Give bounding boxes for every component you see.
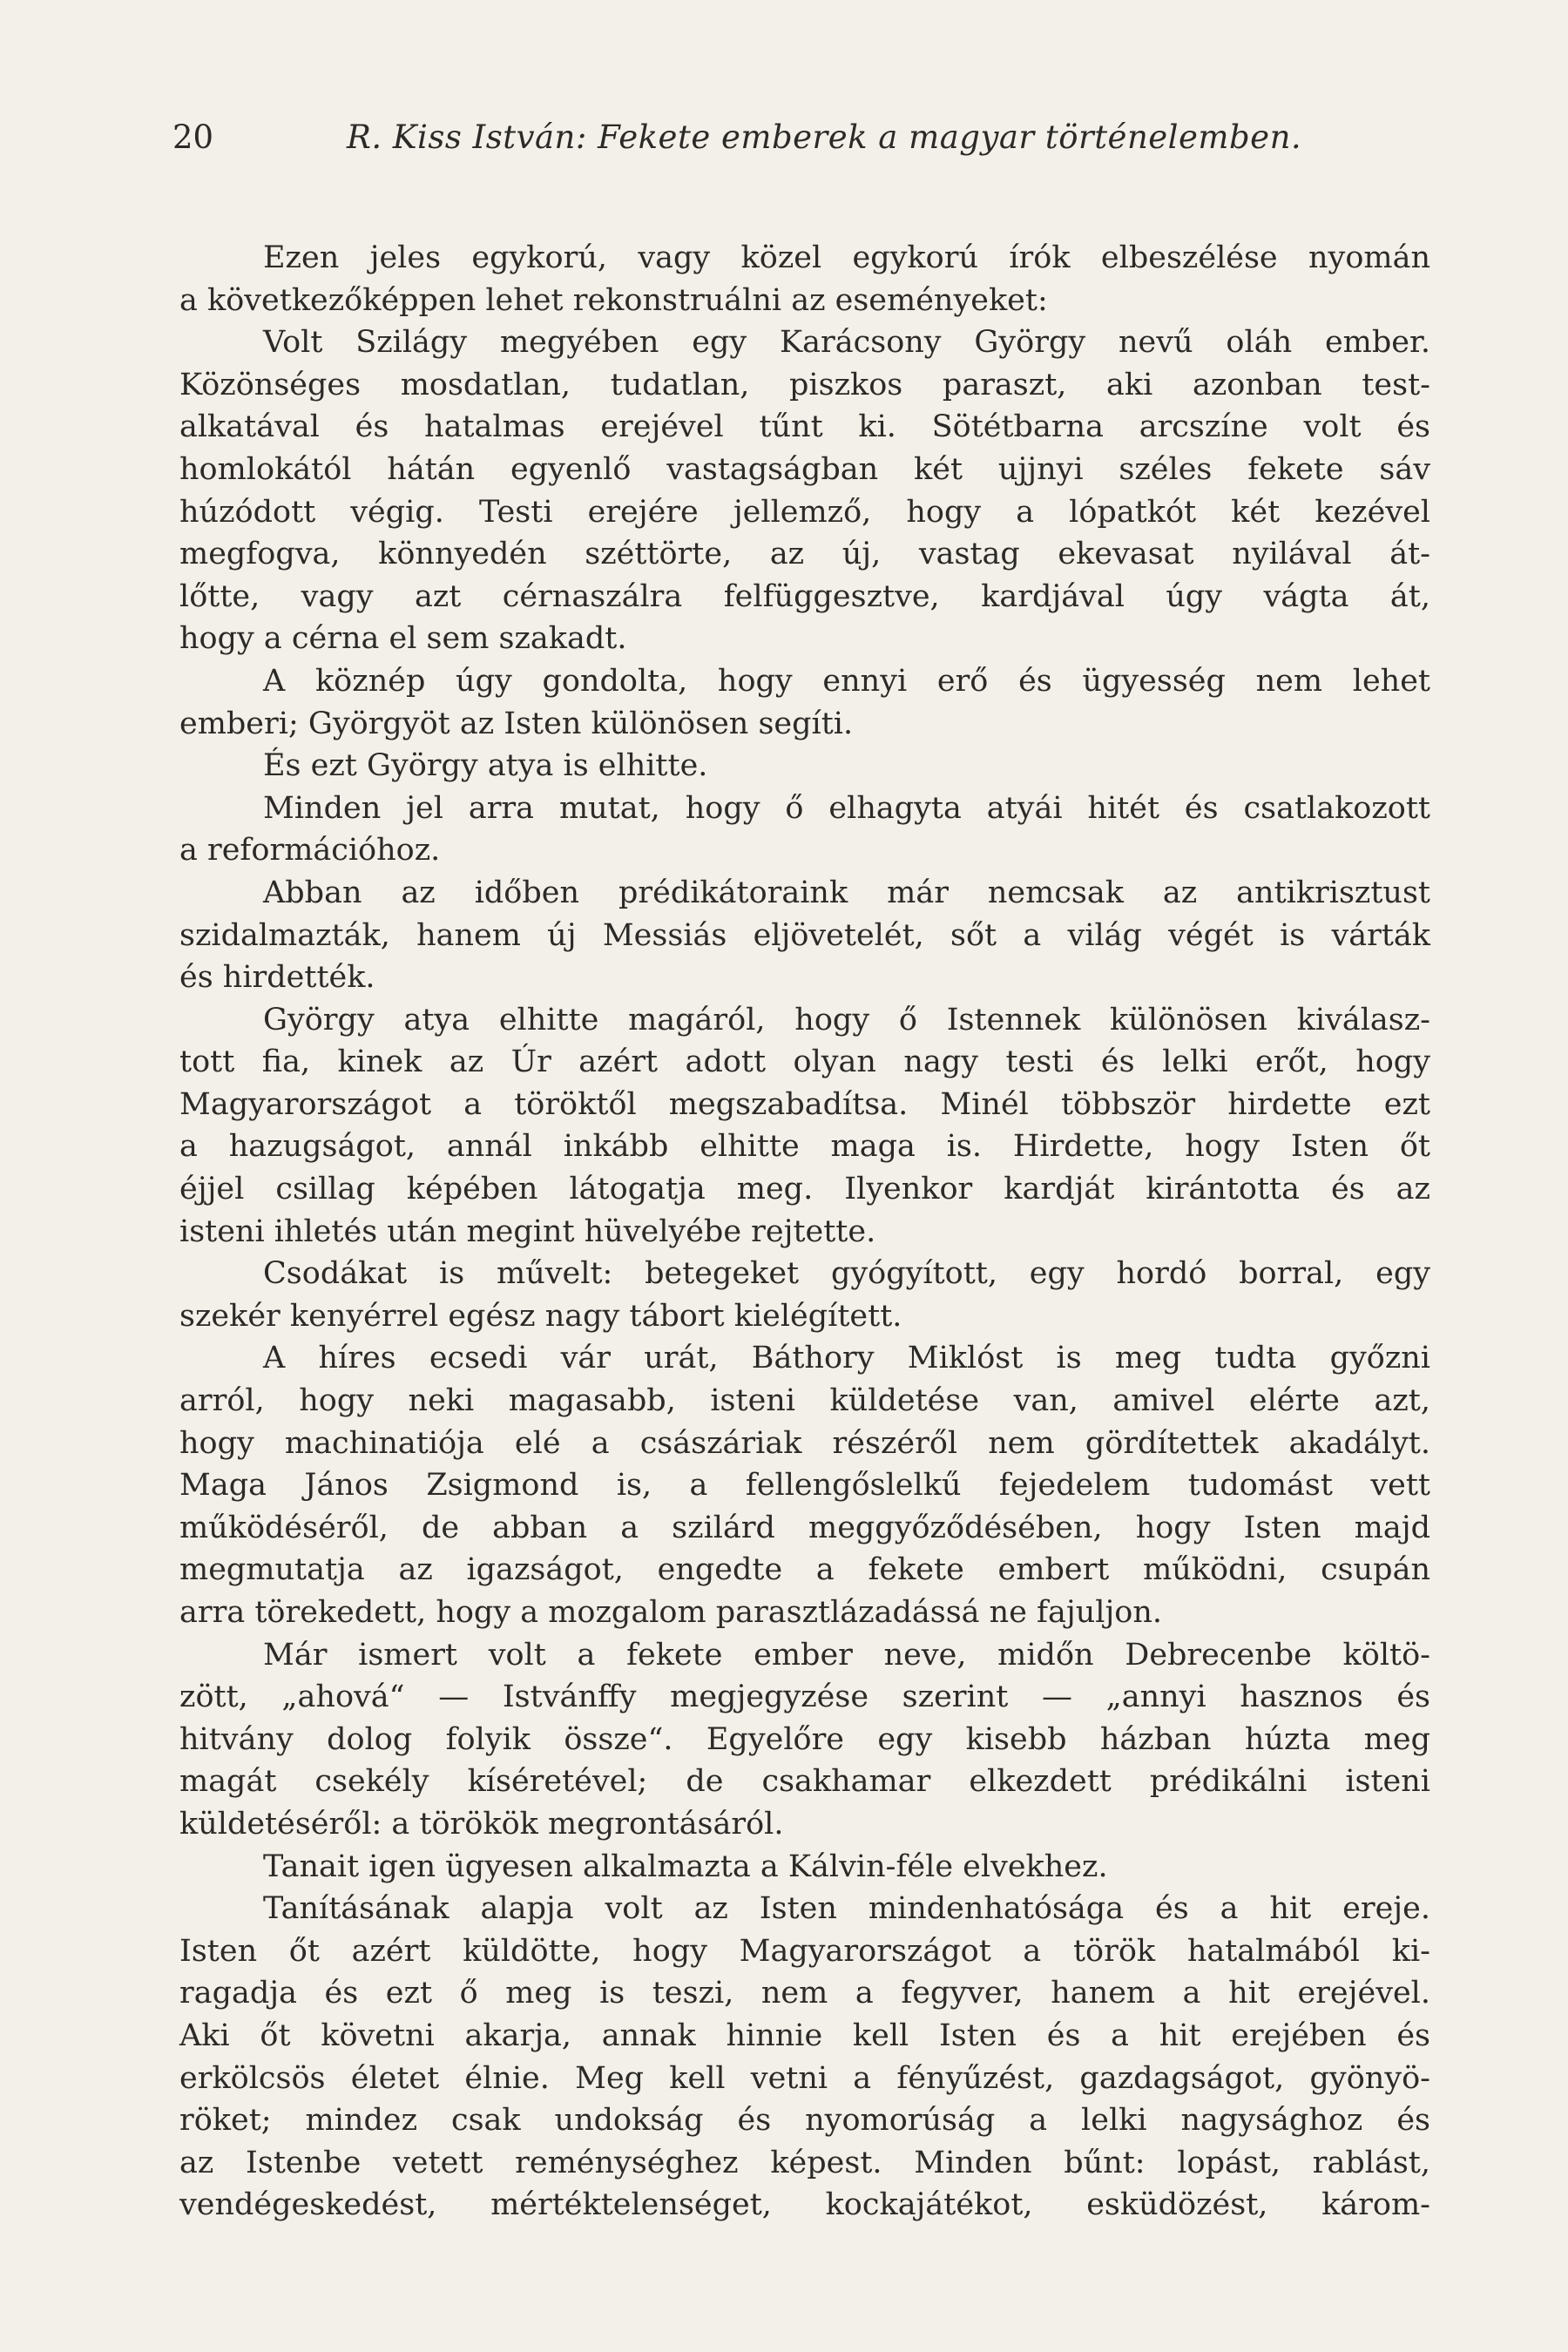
paragraph-first-line: Már ismert volt a fekete ember neve, midőn Debrecenbe költö- bbox=[263, 1637, 1430, 1673]
text-line: erkölcsös életet élnie. Meg kell vetni a fényűzést, gazdagságot, gyönyö- bbox=[179, 2060, 1430, 2096]
paragraph-first-line: Abban az időben prédikátoraink már nemcsak az antikrisztust bbox=[263, 875, 1430, 910]
body-text bbox=[179, 237, 1430, 2227]
paragraph-first-line: A köznép úgy gondolta, hogy ennyi erő és ügyesség nem lehet bbox=[263, 663, 1430, 699]
text-line: lőtte, vagy azt cérnaszálra felfüggesztve, kardjával úgy vágta át, bbox=[179, 578, 1430, 614]
paragraph-first-line: Tanításának alapja volt az Isten mindenhatósága és a hit ereje. bbox=[263, 1891, 1430, 1927]
text-line: tott fia, kinek az Úr azért adott olyan nagy testi és lelki erőt, hogy bbox=[179, 1044, 1430, 1080]
text-line: zött, „ahová“ — Istvánffy megjegyzése szerint — „annyi hasznos és bbox=[179, 1680, 1430, 1715]
paragraph-first-line: Volt Szilágy megyében egy Karácsony György nevű oláh ember. bbox=[263, 325, 1430, 361]
paragraph-last-line: a következőképpen lehet rekonstruálni az eseményeket: bbox=[179, 282, 1048, 318]
text-line: Közönséges mosdatlan, tudatlan, piszkos paraszt, aki azonban test- bbox=[179, 367, 1430, 402]
text-line: hogy machinatiója elé a császáriak részéről nem gördítettek akadályt. bbox=[179, 1425, 1430, 1461]
text-line: hitvány dolog folyik össze“. Egyelőre egy kisebb házban húzta meg bbox=[179, 1721, 1430, 1757]
paragraph-first-line: A híres ecsedi vár urát, Báthory Miklóst is meg tudta győzni bbox=[263, 1341, 1430, 1376]
text-line: magát csekély kíséretével; de csakhamar elkezdett prédikálni isteni bbox=[179, 1764, 1430, 1800]
text-line: szidalmazták, hanem új Messiás eljövetelét, sőt a világ végét is várták bbox=[179, 917, 1430, 953]
running-title: R. Kiss István: Fekete emberek a magyar történelemben. bbox=[347, 118, 1302, 156]
paragraph-last-line: a reformációhoz. bbox=[179, 833, 441, 868]
paragraph-first-line: Ezen jeles egykorú, vagy közel egykorú írók elbeszélése nyomán bbox=[263, 240, 1430, 275]
page-number: 20 bbox=[172, 118, 214, 156]
text-line: arról, hogy neki magasabb, isteni küldetése van, amivel elérte azt, bbox=[179, 1383, 1430, 1419]
text-line: a hazugságot, annál inkább elhitte maga is. Hirdette, hogy Isten őt bbox=[179, 1129, 1430, 1165]
text-line: megmutatja az igazságot, engedte a fekete embert működni, csupán bbox=[179, 1552, 1430, 1588]
text-line: húzódott végig. Testi erejére jellemző, hogy a lópatkót két kezével bbox=[179, 494, 1430, 530]
text-line: működéséről, de abban a szilárd meggyőződésében, hogy Isten majd bbox=[179, 1510, 1430, 1545]
text-line: ragadja és ezt ő meg is teszi, nem a fegyver, hanem a hit erejével. bbox=[179, 1976, 1430, 2011]
text-line: éjjel csillag képében látogatja meg. Ilyenkor kardját kirántotta és az bbox=[179, 1172, 1430, 1207]
paragraph-single-line: Tanait igen ügyesen alkalmazta a Kálvin-féle elvekhez. bbox=[263, 1848, 1108, 1884]
text-line: homlokától hátán egyenlő vastagságban két ujjnyi széles fekete sáv bbox=[179, 451, 1430, 487]
text-line: vendégeskedést, mértéktelenséget, kockajátékot, esküdözést, károm- bbox=[179, 2187, 1430, 2223]
text-line: alkatával és hatalmas erejével tűnt ki. Sötétbarna arcszíne volt és bbox=[179, 409, 1430, 445]
paragraph-first-line: György atya elhitte magáról, hogy ő Istennek különösen kiválasz- bbox=[263, 1002, 1430, 1037]
paragraph-single-line: És ezt György atya is elhitte. bbox=[263, 748, 708, 784]
paragraph-last-line: hogy a cérna el sem szakadt. bbox=[179, 621, 627, 657]
text-line: Maga János Zsigmond is, a fellengőslelkű fejedelem tudomást vett bbox=[179, 1468, 1430, 1504]
text-line: az Istenbe vetett reménységhez képest. Minden bűnt: lopást, rablást, bbox=[179, 2145, 1430, 2180]
text-line: Magyarországot a töröktől megszabadítsa. Minél többször hirdette ezt bbox=[179, 1086, 1430, 1122]
paragraph-first-line: Csodákat is művelt: betegeket gyógyított, egy hordó borral, egy bbox=[263, 1256, 1430, 1292]
paragraph-last-line: emberi; Györgyöt az Isten különösen segíti. bbox=[179, 706, 854, 741]
text-line: röket; mindez csak undokság és nyomorúság a lelki nagysághoz és bbox=[179, 2103, 1430, 2139]
paragraph-last-line: arra törekedett, hogy a mozgalom parasztlázadássá ne fajuljon. bbox=[179, 1595, 1163, 1630]
running-header bbox=[172, 112, 1427, 164]
paragraph-last-line: és hirdették. bbox=[179, 960, 375, 996]
text-line: Aki őt követni akarja, annak hinnie kell Isten és a hit erejében és bbox=[179, 2017, 1430, 2053]
paragraph-last-line: isteni ihletés után megint hüvelyébe rejtette. bbox=[179, 1213, 876, 1249]
paragraph-first-line: Minden jel arra mutat, hogy ő elhagyta atyái hitét és csatlakozott bbox=[263, 790, 1430, 826]
paragraph-last-line: szekér kenyérrel egész nagy tábort kielégített. bbox=[179, 1298, 902, 1334]
text-line: Isten őt azért küldötte, hogy Magyarországot a török hatalmából ki- bbox=[179, 1933, 1430, 1969]
text-line: megfogva, könnyedén széttörte, az új, vastag ekevasat nyilával át- bbox=[179, 537, 1430, 572]
paragraph-last-line: küldetéséről: a törökök megrontásáról. bbox=[179, 1806, 784, 1842]
